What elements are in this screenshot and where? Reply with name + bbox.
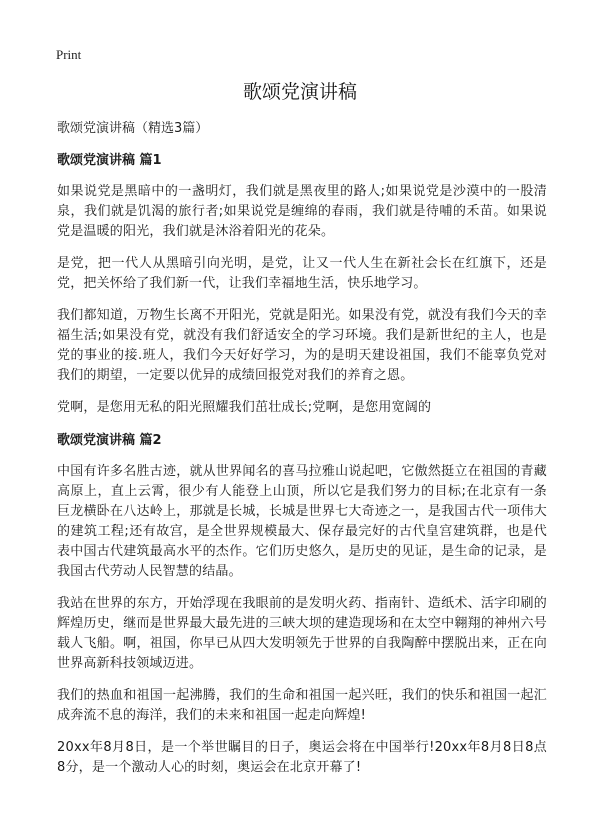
document-subtitle: 歌颂党演讲稿（精选3篇）	[57, 121, 209, 136]
section-2	[57, 432, 547, 778]
document-title: 歌颂党演讲稿	[242, 81, 357, 103]
paragraph: 如果说党是黑暗中的一盏明灯，我们就是黑夜里的路人;如果说党是沙漠中的一股清泉，我们就是饥渴的旅行者;如果说党是缠绵的春雨，我们就是待哺的禾苗。如果说党是温暖的阳光，我们就是沐浴着阳光的花朵。	[57, 184, 547, 239]
section-1	[57, 152, 547, 418]
paragraph: 中国有许多名胜古迹，就从世界闻名的喜马拉雅山说起吧，它傲然挺立在祖国的青藏高原上，直上云霄，很少有人能登上山顶，所以它是我们努力的目标;在北京有一条巨龙横卧在八达岭上，那就是长城，长城是世界七大奇迹之一，是我国古代一项伟大的建筑工程;还有故宫，是全世界规模最大、保存最完好的古代皇宫建筑群，也是代表中国古代建筑最高水平的杰作。它们历史悠久，是历史的见证，是生命的记录，是我国古代劳动人民智慧的结晶。	[57, 464, 547, 579]
section-heading: 歌颂党演讲稿 篇1	[57, 153, 162, 168]
document-body	[57, 120, 547, 790]
paragraph: 我站在世界的东方，开始浮现在我眼前的是发明火药、指南针、造纸术、活字印刷的辉煌历史，继而是世界最大最先进的三峡大坝的建造现场和在太空中翱翔的神州六号载人飞船。啊，祖国，你早已从四大发明领先于世界的自我陶醉中摆脱出来，正在向世界高新科技领域迈进。	[57, 596, 547, 671]
paragraph: 我们的热血和祖国一起沸腾，我们的生命和祖国一起兴旺，我们的快乐和祖国一起汇成奔流不息的海洋，我们的未来和祖国一起走向辉煌!	[57, 688, 547, 723]
section-heading: 歌颂党演讲稿 篇2	[57, 433, 162, 448]
print-link[interactable]: Print	[56, 47, 82, 62]
paragraph: 是党，把一代人从黑暗引向光明，是党，让又一代人生在新社会长在红旗下，还是党，把关怀给了我们新一代，让我们幸福地生活，快乐地学习。	[57, 256, 547, 291]
paragraph: 党啊，是您用无私的阳光照耀我们茁壮成长;党啊，是您用宽阔的	[57, 400, 432, 415]
paragraph: 20xx年8月8日，是一个举世瞩目的日子，奥运会将在中国举行!20xx年8月8日8点8分，是一个激动人心的时刻，奥运会在北京开幕了!	[57, 740, 547, 775]
paragraph: 我们都知道，万物生长离不开阳光，党就是阳光。如果没有党，就没有我们今天的幸福生活;如果没有党，就没有我们舒适安全的学习环境。我们是新世纪的主人，也是党的事业的接.班人，我们今天好好学习，为的是明天建设祖国，我们不能辜负党对我们的期望，一定要以优异的成绩回报党对我们的养育之恩。	[57, 308, 547, 383]
